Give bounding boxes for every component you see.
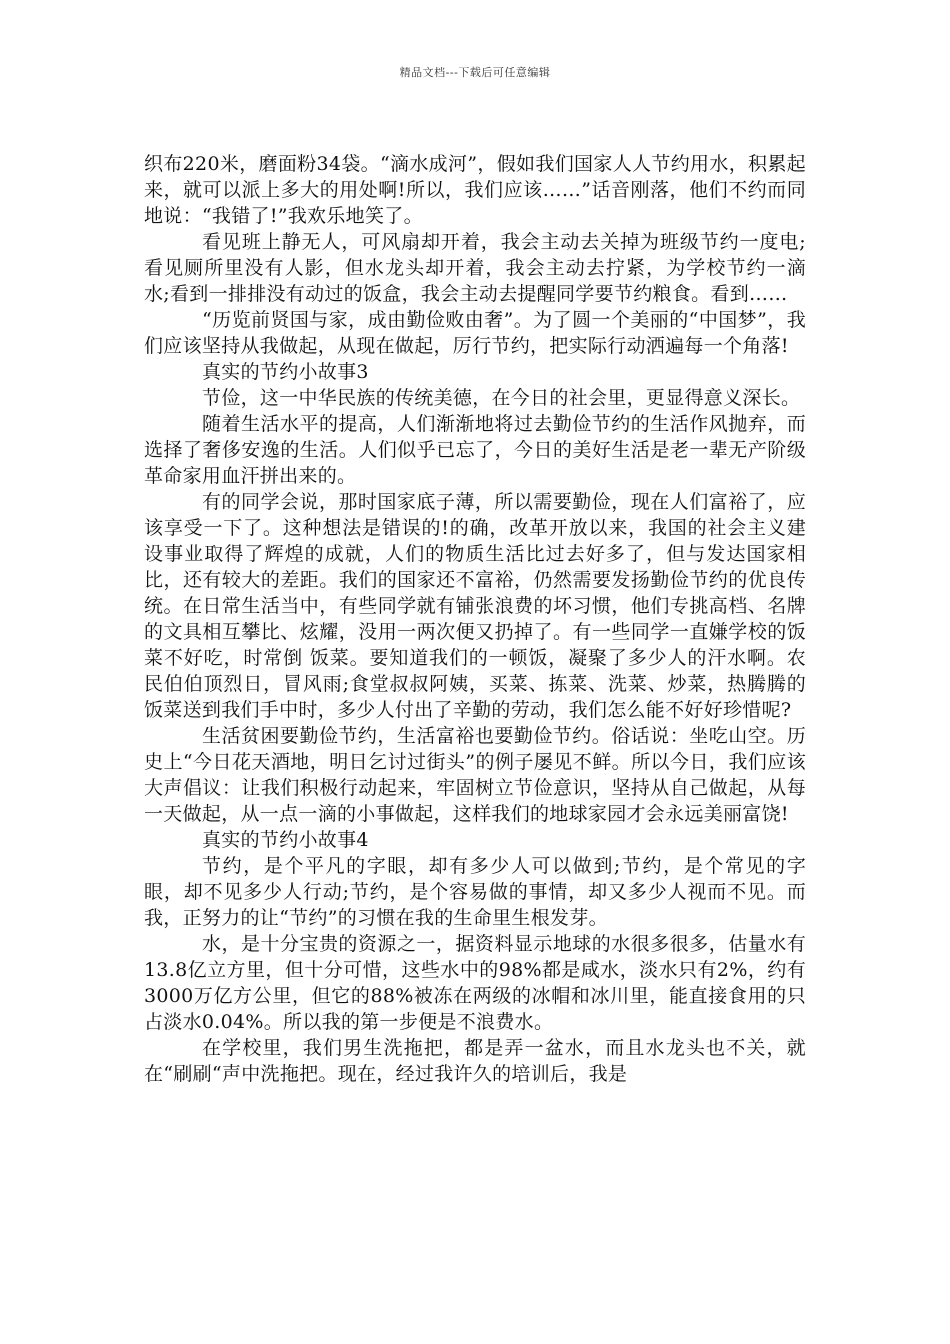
paragraph-8: 节约，是个平凡的字眼，却有多少人可以做到;节约，是个常见的字眼，却不见多少人行动;节约，是个容易做的事情，却又多少人视而不见。而我，正努力的让“节约”的习惯在我的生命里生根发芽。 [144,855,806,929]
section-heading-story-4: 真实的节约小故事4 [202,829,369,851]
paragraph-9: 水，是十分宝贵的资源之一，据资料显示地球的水很多很多，估量水有13.8亿立方里，但十分可惜，这些水中的98%都是咸水，淡水只有2%，约有3000万亿方公里，但它的88%被冻在两级的冰帽和冰川里，能直接食用的只占淡水0.04%。所以我的第一步便是不浪费水。 [144,933,806,1033]
paragraph-10: 在学校里，我们男生洗拖把，都是弄一盆水，而且水龙头也不关，就在“刷刷“声中洗拖把。现在，经过我许久的培训后，我是 [144,1037,806,1085]
paragraph-6: 有的同学会说，那时国家底子薄，所以需要勤俭，现在人们富裕了，应该享受一下了。这种想法是错误的!的确，改革开放以来，我国的社会主义建设事业取得了辉煌的成就，人们的物质生活比过去好多了，但与发达国家相比，还有较大的差距。我们的国家还不富裕，仍然需要发扬勤俭节约的优良传统。在日常生活当中，有些同学就有铺张浪费的坏习惯，他们专挑高档、名牌的文具相互攀比、炫耀，没用一两次便又扔掉了。有一些同学一直嫌学校的饭菜不好吃，时常倒 饭菜。要知道我们的一顿饭，凝聚了多少人的汗水啊。农民伯伯顶烈日，冒风雨;食堂叔叔阿姨，买菜、拣菜、洗菜、炒菜，热腾腾的饭菜送到我们手中时，多少人付出了辛勤的劳动，我们怎么能不好好珍惜呢? [144,491,806,721]
paragraph-1: 织布220米，磨面粉34袋。“滴水成河”，假如我们国家人人节约用水，积累起来，就可以派上多大的用处啊!所以，我们应该……”话音刚落，他们不约而同地说：“我错了!”我欢乐地笑了。 [144,153,806,227]
page-header: 精品文档---下载后可任意编辑 [399,66,551,79]
paragraph-4: 节俭，这一中华民族的传统美德，在今日的社会里，更显得意义深长。 [202,387,801,409]
document-body [144,151,806,1087]
paragraph-5: 随着生活水平的提高，人们渐渐地将过去勤俭节约的生活作风抛弃，而选择了奢侈安逸的生活。人们似乎已忘了，今日的美好生活是老一辈无产阶级革命家用血汗拼出来的。 [144,413,806,487]
paragraph-7: 生活贫困要勤俭节约，生活富裕也要勤俭节约。俗话说：坐吃山空。历史上“今日花天酒地，明日乞讨过街头”的例子屡见不鲜。所以今日，我们应该大声倡议：让我们积极行动起来，牢固树立节俭意识，坚持从自己做起，从每一天做起，从一点一滴的小事做起，这样我们的地球家园才会永远美丽富饶! [144,725,806,825]
paragraph-3: “历览前贤国与家，成由勤俭败由奢”。为了圆一个美丽的“中国梦”，我们应该坚持从我做起，从现在做起，厉行节约，把实际行动洒遍每一个角落! [144,309,806,357]
section-heading-story-3: 真实的节约小故事3 [202,361,369,383]
paragraph-2: 看见班上静无人，可风扇却开着，我会主动去关掉为班级节约一度电;看见厕所里没有人影，但水龙头却开着，我会主动去拧紧，为学校节约一滴水;看到一排排没有动过的饭盒，我会主动去提醒同学要节约粮食。看到…… [144,231,806,305]
